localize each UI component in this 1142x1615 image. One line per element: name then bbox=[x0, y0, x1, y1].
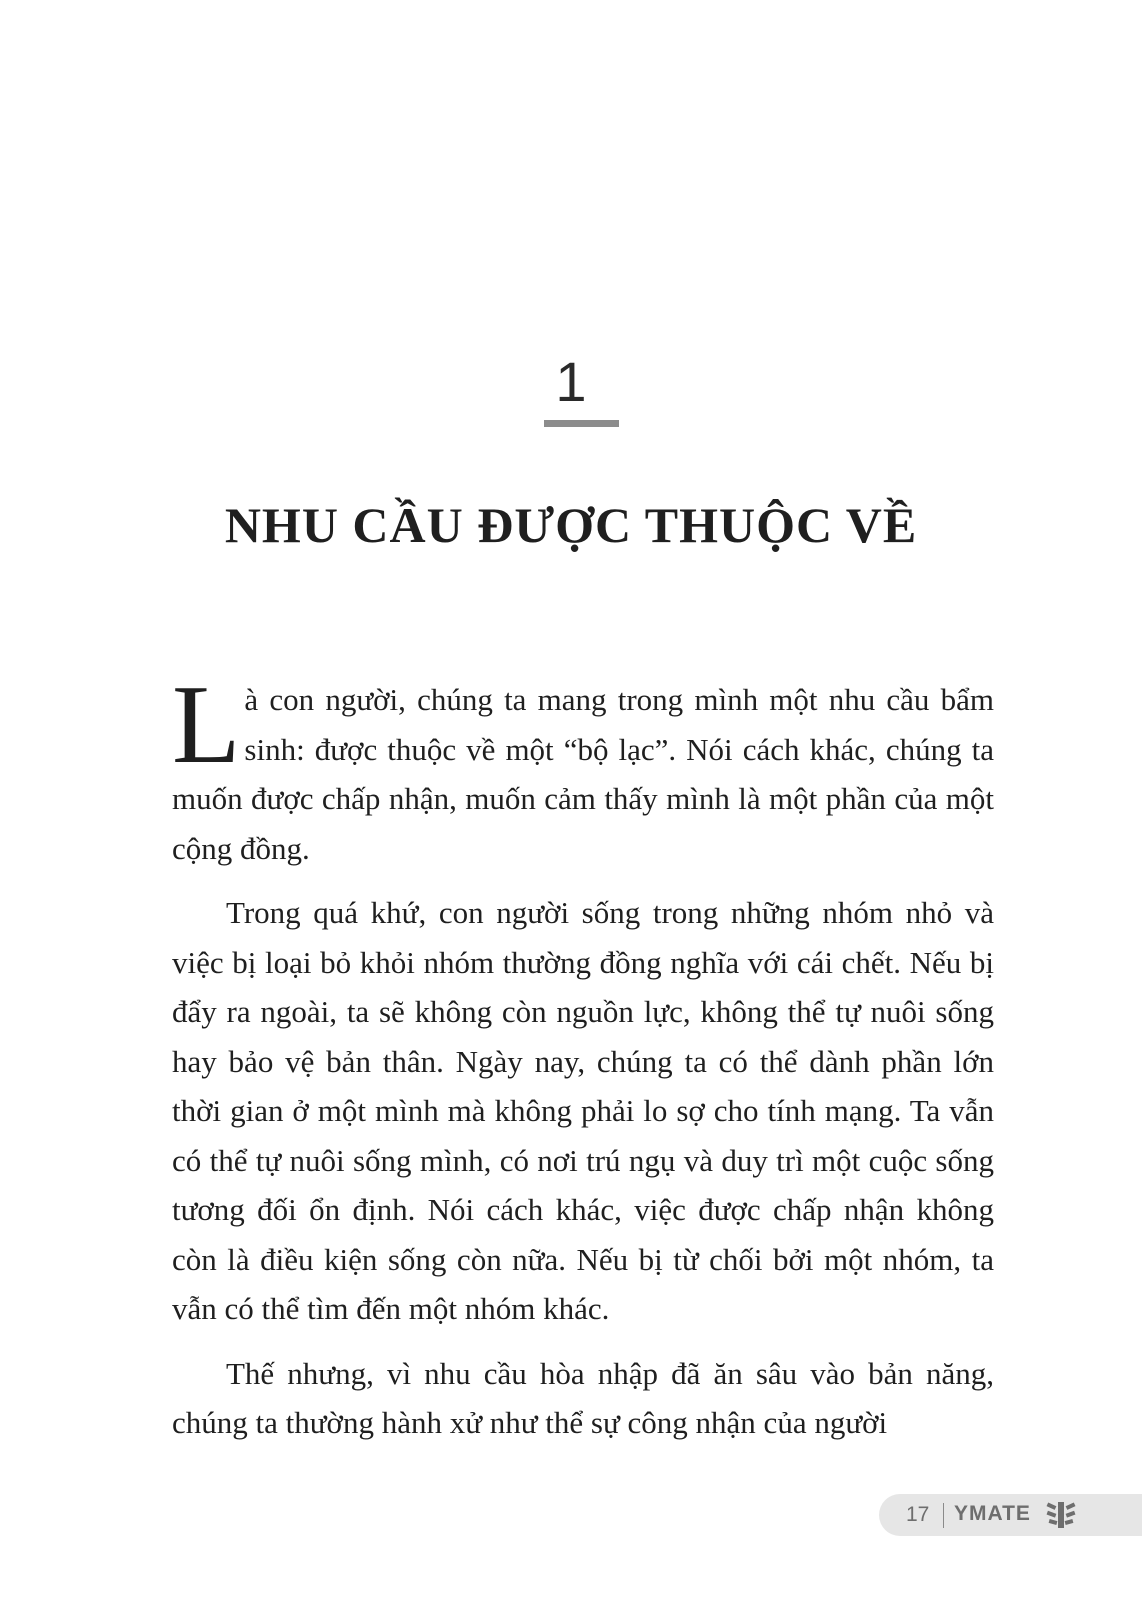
ymate-logo-icon bbox=[1044, 1500, 1078, 1535]
body-text bbox=[172, 663, 994, 1448]
paragraph-1 bbox=[172, 663, 994, 873]
paragraph-2: Trong quá khứ, con người sống trong những nhóm nhỏ và việc bị loại bỏ khỏi nhóm thường đồng nghĩa với cái chết. Nếu bị đẩy ra ngoài, ta sẽ không còn nguồn lực, không thể tự nuôi sống hay bảo vệ bản thân. Ngày nay, chúng ta có thể dành phần lớn thời gian ở một mình mà không phải lo sợ cho tính mạng. Ta vẫn có thể tự nuôi sống mình, có nơi trú ngụ và duy trì một cuộc sống tương đối ổn định. Nói cách khác, việc được chấp nhận không còn là điều kiện sống còn nữa. Nếu bị từ chối bởi một nhóm, ta vẫn có thể tìm đến một nhóm khác. bbox=[172, 895, 994, 1326]
page-footer bbox=[879, 1494, 1142, 1536]
drop-cap: L bbox=[172, 663, 241, 787]
footer-divider bbox=[943, 1503, 944, 1528]
chapter-number: 1 bbox=[555, 350, 587, 413]
chapter-title: NHU CẦU ĐƯỢC THUỘC VỀ bbox=[224, 497, 918, 553]
page-number: 17 bbox=[906, 1503, 930, 1526]
brand-name: YMATE bbox=[954, 1502, 1031, 1525]
chapter-divider bbox=[544, 420, 619, 427]
paragraph-1-text: à con người, chúng ta mang trong mình một nhu cầu bẩm sinh: được thuộc về một “bộ lạc”. Nói cách khác, chúng ta muốn được chấp nhận, muốn cảm thấy mình là một phần của một cộng đồng. bbox=[172, 682, 994, 866]
paragraph-3: Thế nhưng, vì nhu cầu hòa nhập đã ăn sâu vào bản năng, chúng ta thường hành xử như thể sự công nhận của người bbox=[172, 1355, 994, 1440]
